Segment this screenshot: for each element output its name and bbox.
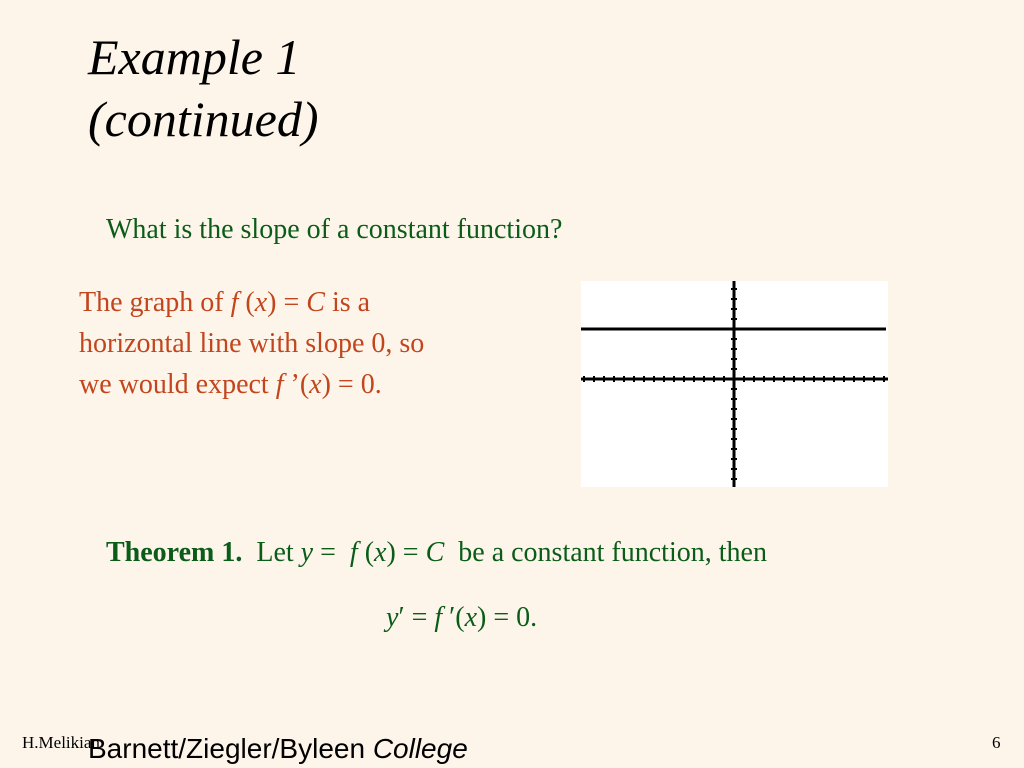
citation-authors: Barnett/Ziegler/Byleen	[88, 733, 373, 764]
footer-author: H.Melikian	[22, 733, 100, 752]
theorem-statement	[106, 537, 767, 569]
explanation-text	[79, 282, 424, 405]
explanation-line-3-prefix: we would expect	[79, 369, 276, 400]
theorem-rest: be a constant function, then	[444, 537, 767, 568]
constant-function-graph	[581, 281, 888, 487]
explanation-line-2: horizontal line with slope 0, so	[79, 328, 425, 359]
symbol-x: x	[254, 287, 268, 318]
prime-paren-open: ′(	[442, 602, 465, 633]
explanation-line-1-prefix: The graph of	[79, 287, 231, 318]
symbol-x: x	[374, 537, 387, 568]
theorem-label: Theorem 1.	[106, 537, 243, 568]
citation-book-title: College	[372, 733, 468, 764]
title-line-1: Example 1	[88, 29, 301, 85]
symbol-x: x	[464, 602, 478, 633]
prime-equals: ′ =	[398, 602, 435, 633]
prime-paren-open: ’(	[283, 369, 310, 400]
explanation-line-3	[79, 364, 424, 405]
paren-open: (	[357, 537, 375, 568]
symbol-f: f	[349, 537, 358, 568]
equals-sign: ) =	[267, 287, 307, 318]
paren-close-equals-zero: ) = 0.	[477, 602, 538, 633]
symbol-c: C	[425, 537, 445, 568]
equals-sign: =	[313, 537, 350, 568]
title-line-2: (continued)	[88, 91, 319, 147]
symbol-y: y	[300, 537, 314, 568]
explanation-line-3-suffix: ) = 0.	[321, 369, 382, 400]
explanation-line-1-suffix: is a	[324, 287, 371, 318]
question-text: What is the slope of a constant function?	[106, 214, 563, 245]
symbol-f: f	[275, 369, 284, 400]
page-number: 6	[992, 733, 1001, 752]
theorem-let: Let	[242, 537, 301, 568]
graph-svg	[581, 281, 888, 487]
slide-title	[88, 26, 318, 150]
footer-citation	[88, 733, 468, 765]
symbol-x: x	[309, 369, 322, 400]
derivative-formula	[386, 602, 537, 634]
paren-close-equals: ) =	[386, 537, 426, 568]
symbol-c: C	[306, 287, 325, 318]
explanation-line-1	[79, 282, 424, 323]
symbol-y: y	[386, 602, 399, 633]
symbol-f: f	[230, 287, 239, 318]
symbol-f: f	[434, 602, 443, 633]
paren-open: (	[238, 287, 255, 318]
